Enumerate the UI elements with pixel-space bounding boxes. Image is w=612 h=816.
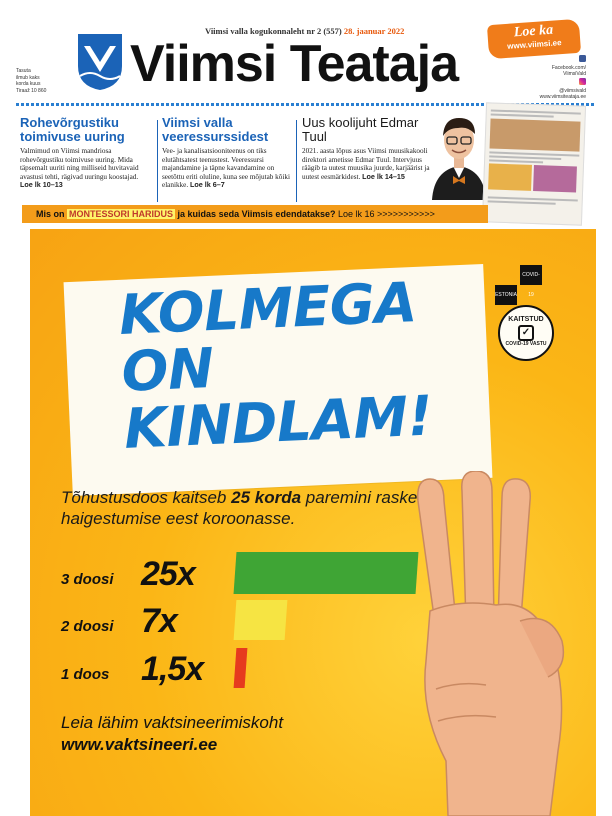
body-pre: Tõhustusdoos kaitseb — [61, 488, 227, 507]
loe-ka-label: Loe ka — [513, 22, 554, 41]
teaser-new-principal[interactable] — [302, 116, 434, 181]
dose-value-label: 1,5x — [141, 650, 204, 688]
cta-url[interactable]: www.vaktsineeri.ee — [61, 735, 218, 754]
teaser-title: Uus koolijuht Edmar Tuul — [302, 115, 419, 144]
facebook-icon[interactable] — [579, 55, 586, 62]
strip-post: ja kuidas seda Viimsis edendatakse? — [177, 209, 336, 219]
social-text[interactable]: www.viimsiteataja.ee — [539, 94, 586, 100]
ad-cta — [61, 712, 283, 756]
left-meta — [16, 68, 61, 94]
dose-label: 2 doosi — [61, 618, 114, 635]
teaser-title: Viimsi valla veeressurssidest — [162, 115, 269, 144]
social-text: Facebook.com/ — [551, 65, 586, 71]
body-bold: 25 korda — [231, 488, 302, 507]
teaser-body: 2021. aasta lõpus asus Viimsi muusikakooli direktori ametisse Edmar Tuul. Intervjuus räägib ta uutest muusika juurde, karjäärist ja uutest eesmärkidest. Loe lk 14–15 — [302, 147, 430, 181]
meta-line: ilmub kaks — [16, 74, 40, 81]
teaser-see-link[interactable]: Loe lk 6–7 — [189, 180, 225, 190]
dose-value-label: 7x — [141, 602, 177, 640]
covid-protected-badge — [498, 305, 554, 361]
dose-bar — [234, 648, 248, 688]
strip-pre: Mis on — [36, 209, 65, 219]
badge-bottom: COVID-19 VASTU — [505, 341, 547, 347]
strip-highlight: MONTESSORI HARIDUS — [69, 209, 174, 219]
teaser-green-network[interactable] — [20, 116, 150, 190]
instagram-icon[interactable] — [579, 78, 586, 85]
ad-headline-line-1: KOLMEGA — [117, 270, 418, 347]
estonia-logo-icon: ESTONIA — [495, 285, 517, 305]
teaser-see-link[interactable]: Loe lk 10–13 — [20, 180, 63, 190]
ad-headline — [117, 270, 505, 461]
dose-label: 1 doos — [61, 666, 110, 683]
edmar-tuul-portrait — [428, 104, 490, 200]
meta-line: Tiraaž 10 860 — [16, 87, 47, 94]
issue-date: 28. jaanuar 2022 — [343, 26, 405, 36]
issue-number: Viimsi valla kogukonnaleht nr 2 (557) — [205, 26, 342, 36]
covid-logo-icon: COVID-19 — [520, 265, 542, 285]
meta-line: korda kuus — [16, 81, 41, 87]
ad-logos — [495, 265, 555, 305]
dose-bar — [234, 600, 288, 640]
three-fingers-hand-image — [400, 471, 580, 816]
dose-value-label: 25x — [141, 555, 195, 593]
dose-bar — [234, 552, 419, 594]
teaser-body: Valmimud on Viimsi mandriosa rohevõrgustiku toimivuse uuring. Mida täpsemalt uuriti ning milliseid huvitavaid avastusi tehti, rägivad uuringu koostajad. Loe lk 10–13 — [20, 147, 139, 190]
social-links — [522, 54, 586, 100]
body-post: paremini raske haigestumise eest koroonasse. — [61, 488, 418, 528]
column-divider — [296, 120, 297, 202]
strip-see[interactable]: Loe lk 16 >>>>>>>>>>> — [337, 209, 435, 219]
masthead-title: Viimsi Teataja — [130, 35, 459, 93]
teaser-water-resources[interactable] — [162, 116, 290, 190]
viimsi-coat-of-arms-icon — [76, 32, 124, 92]
cta-text: Leia lähim vaktsineerimiskoht — [61, 713, 284, 732]
vaccination-ad — [30, 229, 596, 816]
badge-top: KAITSTUD — [508, 316, 544, 323]
ad-body-copy — [61, 487, 421, 529]
loe-ka-url: www.viimsi.ee — [506, 38, 562, 51]
teaser-see-link[interactable]: Loe lk 14–15 — [362, 171, 405, 181]
ad-headline-line-2: ON KINDLAM! — [120, 335, 434, 461]
newspaper-clipping-image — [482, 102, 586, 225]
dose-label: 3 doosi — [61, 571, 114, 588]
teaser-body: Vee- ja kanalisatsiooniteenus on tiks elutähtsatest teenustest. Veeressursi majandamine ja täpne kavandamine on seetõttu eriti oluline, kuna see mõjutab kõiki elanikke. Loe lk 6–7 — [162, 147, 290, 190]
teaser-title: Rohevõrgustiku toimivuse uuring — [20, 115, 125, 144]
column-divider — [157, 120, 158, 202]
montessori-strip[interactable] — [22, 205, 488, 223]
check-icon: ✓ — [518, 325, 534, 341]
social-text: @viimsivald — [559, 88, 586, 94]
meta-line: Tasuta — [16, 68, 31, 74]
social-text: ViimsiVald — [563, 71, 586, 77]
